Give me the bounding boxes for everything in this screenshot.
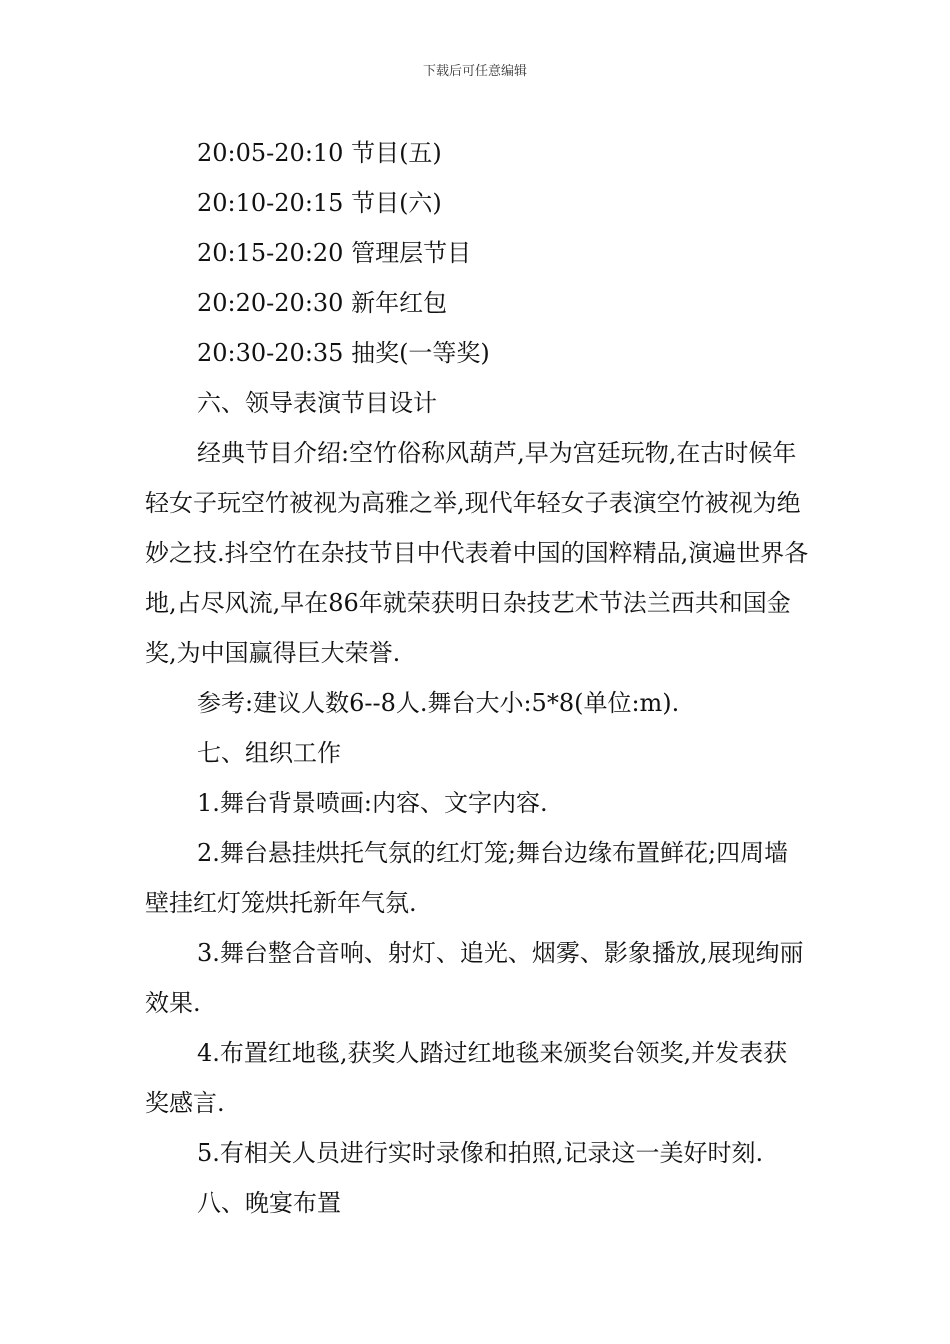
- list-item: 5.有相关人员进行实时录像和拍照,记录这一美好时刻.: [197, 1139, 764, 1167]
- schedule-item: 20:10-20:15 节目(六): [197, 189, 442, 217]
- section-heading: 八、晚宴布置: [197, 1189, 341, 1217]
- schedule-item: 20:15-20:20 管理层节目: [197, 239, 472, 267]
- body-paragraph: 参考:建议人数6--8人.舞台大小:5*8(单位:m).: [197, 689, 680, 717]
- section-heading: 六、领导表演节目设计: [197, 389, 437, 417]
- schedule-item: 20:05-20:10 节目(五): [197, 139, 442, 167]
- document-body: [145, 128, 810, 1228]
- list-item: 1.舞台背景喷画:内容、文字内容.: [197, 789, 548, 817]
- schedule-item: 20:20-20:30 新年红包: [197, 289, 448, 317]
- schedule-item: 20:30-20:35 抽奖(一等奖): [197, 339, 490, 367]
- list-item: 4.布置红地毯,获奖人踏过红地毯来颁奖台领奖,并发表获奖感言.: [145, 1039, 788, 1117]
- page-header: 下载后可任意编辑: [422, 64, 527, 79]
- list-item: 2.舞台悬挂烘托气氛的红灯笼;舞台边缘布置鲜花;四周墙壁挂红灯笼烘托新年气氛.: [145, 839, 789, 917]
- body-paragraph: 经典节目介绍:空竹俗称风葫芦,早为宫廷玩物,在古时候年轻女子玩空竹被视为高雅之举,现代年轻女子表演空竹被视为绝妙之技.抖空竹在杂技节目中代表着中国的国粹精品,演遍世界各地,占尽风流,早在86年就荣获明日杂技艺术节法兰西共和国金奖,为中国赢得巨大荣誉.: [145, 439, 809, 667]
- section-heading: 七、组织工作: [197, 739, 341, 767]
- list-item: 3.舞台整合音响、射灯、追光、烟雾、影象播放,展现绚丽效果.: [145, 939, 804, 1017]
